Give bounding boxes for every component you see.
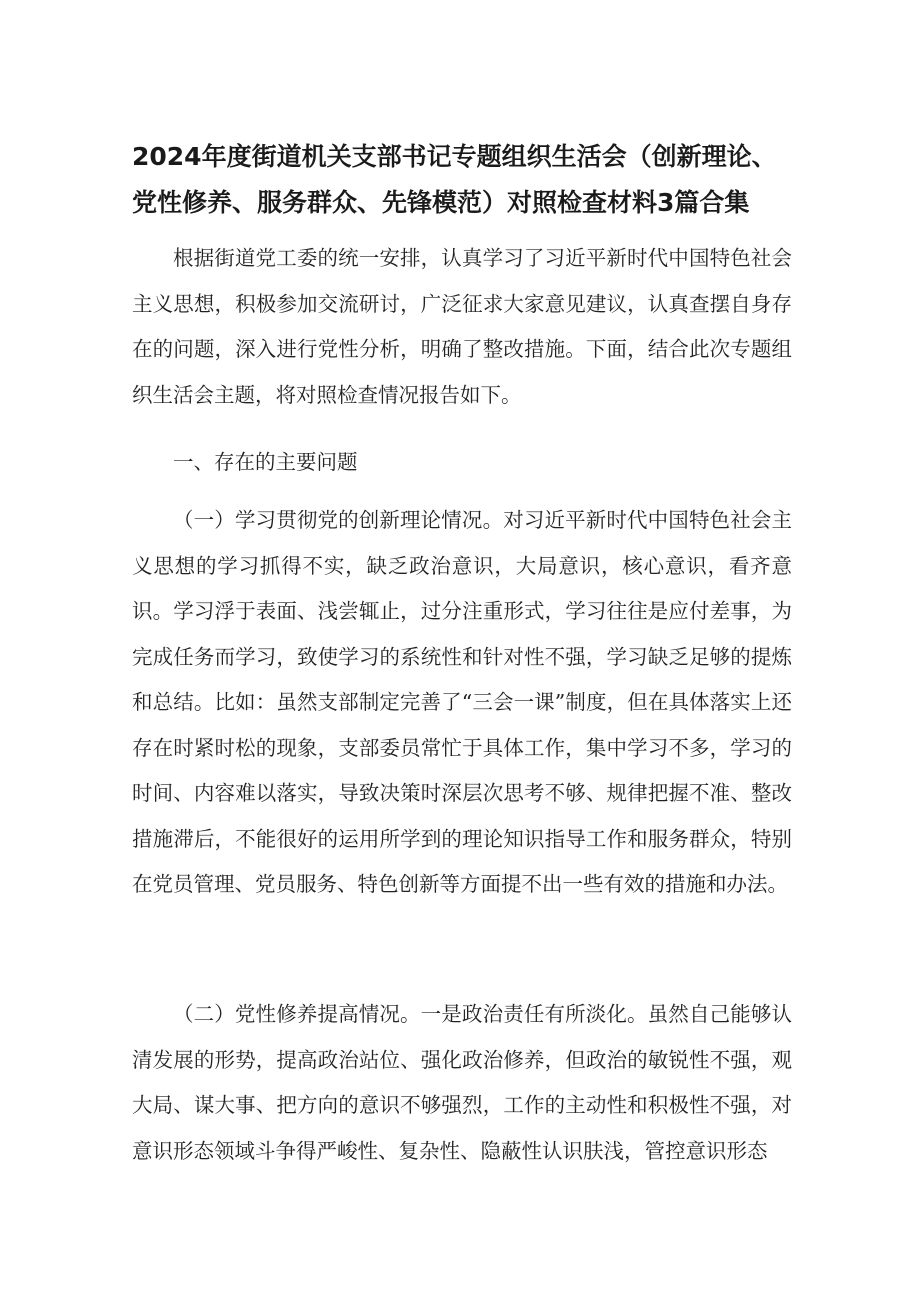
paragraph-item-1: （一）学习贯彻党的创新理论情况。对习近平新时代中国特色社会主义思想的学习抓得不实，缺乏政治意识，大局意识，核心意识，看齐意识。学习浮于表面、浅尝辄止，过分注重形式，学习往往是应付差事，为完成任务而学习，致使学习的系统性和针对性不强，学习缺乏足够的提炼和总结。比如：虽然支部制定完善了“三会一课”制度，但在具体落实上还存在时紧时松的现象，支部委员常忙于具体工作，集中学习不多，学习的时间、内容难以落实，导致决策时深层次思考不够、规律把握不准、整改措施滞后，不能很好的运用所学到的理论知识指导工作和服务群众，特别在党员管理、党员服务、特色创新等方面提不出一些有效的措施和办法。 (132, 508, 792, 896)
paragraph-item-2: （二）党性修养提高情况。一是政治责任有所淡化。虽然自己能够认清发展的形势，提高政治站位、强化政治修养，但政治的敏锐性不强，观大局、谋大事、把方向的意识不够强烈，工作的主动性和积极性不强，对意识形态领域斗争得严峻性、复杂性、隐蔽性认识肤浅，管控意识形态 (132, 1002, 792, 1163)
intro-paragraph: 根据街道党工委的统一安排，认真学习了习近平新时代中国特色社会主义思想，积极参加交流研讨，广泛征求大家意见建议，认真查摆自身存在的问题，深入进行党性分析，明确了整改措施。下面，结合此次专题组织生活会主题，将对照检查情况报告如下。 (132, 246, 792, 407)
section-heading: 一、存在的主要问题 (173, 450, 358, 474)
document-title: 2024年度街道机关支部书记专题组织生活会（创新理论、党性修养、服务群众、先锋模范）对照检查材料3篇合集 (132, 142, 777, 217)
